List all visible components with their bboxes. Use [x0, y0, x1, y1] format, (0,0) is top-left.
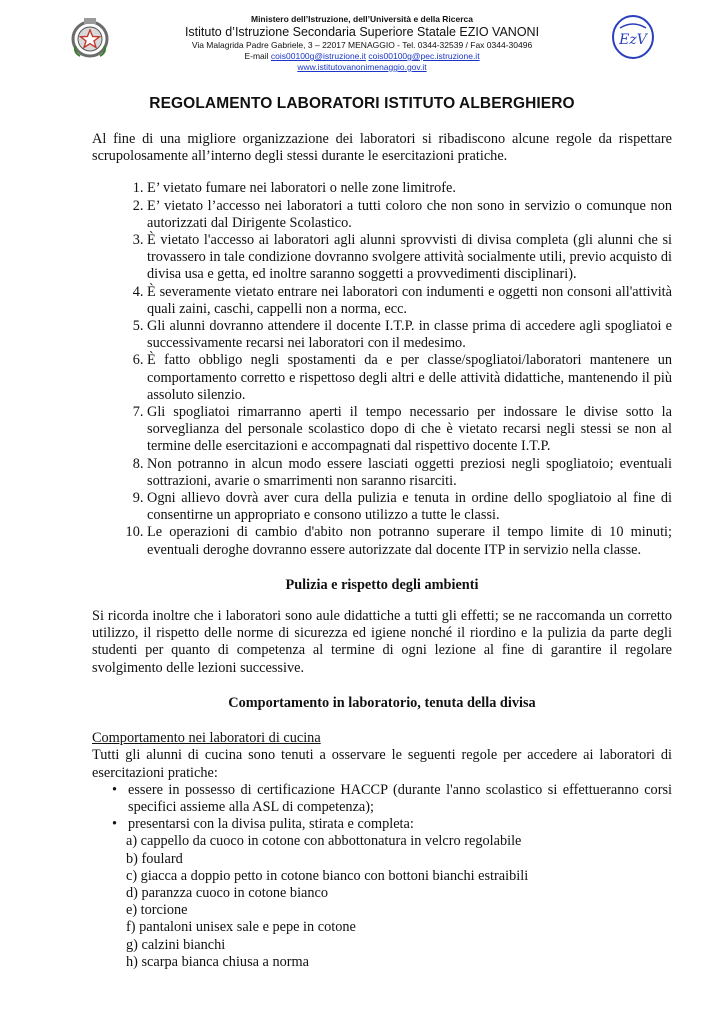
school-name: Istituto d’Istruzione Secondaria Superiore Statale EZIO VANONI — [184, 25, 540, 39]
document-body — [92, 131, 672, 971]
rule-item: 5. Gli alunni dovranno attendere il docente I.T.P. in classe prima di accedere agli spogliatoi e successivamente recarsi nei laboratori con il medesimo. — [147, 318, 672, 352]
section-heading-behaviour: Comportamento in laboratorio, tenuta della divisa — [228, 694, 536, 711]
rule-item: 9. Ogni allievo dovrà aver cura della pulizia e tenuta in ordine dello spogliatoio al fine di consentirne un appropriato e consono utilizzo a tutte le classi. — [147, 490, 672, 524]
website-link[interactable]: www.istitutovanonimenaggio.gov.it — [297, 62, 427, 72]
uniform-item: a) cappello da cuoco in cotone con abbottonatura in velcro regolabile — [126, 833, 522, 850]
rule-item: 4. È severamente vietato entrare nei laboratori con indumenti e oggetti non consoni all'attività quali zaini, caschi, cappelli non a norma, ecc. — [147, 284, 672, 318]
requirement-text: essere in possesso di certificazione HACCP (durante l'anno scolastico si effettueranno corsi specifici assieme alla ASL di competenza); — [128, 781, 672, 815]
email-link[interactable]: cois00100g@istruzione.it — [270, 51, 367, 61]
email-prefix: E-mail — [244, 51, 269, 61]
uniform-list — [126, 833, 672, 971]
uniform-item: h) scarpa bianca chiusa a norma — [126, 953, 309, 970]
rule-item: 2. E’ vietato l’accesso nei laboratori a tutti coloro che non sono in servizio o comunque non autorizzati dal Dirigente Scolastico. — [147, 198, 672, 232]
school-logo-icon — [610, 14, 656, 60]
website-line — [130, 62, 594, 73]
rule-item: 8. Non potranno in alcun modo essere lasciati oggetti preziosi negli spogliatoio; eventuali sottrazioni, avarie o smarrimenti non saranno risarciti. — [147, 456, 672, 490]
requirement-item — [112, 781, 672, 816]
kitchen-intro-paragraph: Tutti gli alunni di cucina sono tenuti a osservare le seguenti regole per accedere ai laboratori di esercitazioni pratiche: — [92, 747, 672, 781]
rule-item: 10. Le operazioni di cambio d'abito non potranno superare il tempo limite di 10 minuti; eventuali deroghe dovranno essere autorizzate dal docente ITP in servizio nella classe. — [147, 524, 672, 558]
rule-item: 3. È vietato l'accesso ai laboratori agli alunni sprovvisti di divisa completa (gli alunni che si trovassero in tale condizione dovranno svolgere attività socialmente utili, previo acquisto di divisa usa e getta, ed inoltre saranno soggetti a provvedimenti disciplinari). — [147, 232, 672, 284]
intro-paragraph: Al fine di una migliore organizzazione dei laboratori si ribadiscono alcune regole da rispettare scrupolosamente all’interno degli stessi durante le esercitazioni pratiche. — [92, 131, 672, 165]
uniform-item: g) calzini bianchi — [126, 936, 226, 953]
rules-list — [92, 180, 672, 558]
school-logo-text: EzV — [619, 32, 647, 48]
rule-item: 6. È fatto obbligo negli spostamenti da e per classe/spogliatoi/laboratori mantenere un comportamento corretto e rispettoso degli altri e delle attività didattiche, mantenendo il più assoluto silenzio. — [147, 352, 672, 404]
bullet-icon: • — [112, 816, 118, 833]
cleaning-paragraph: Si ricorda inoltre che i laboratori sono aule didattiche a tutti gli effetti; se ne raccomanda un corretto utilizzo, il rispetto delle norme di sicurezza ed igiene nonché il riordino e la pulizia da parte degli studenti per quanto di competenza al termine di ogni lezione al fine di garantire il regolare svolgimento delle lezioni successive. — [92, 608, 672, 676]
rule-item: 7. Gli spogliatoi rimarranno aperti il tempo necessario per indossare le divise sotto la sorveglianza del personale scolastico dopo di che è vietato recarsi negli stessi se non al termine delle esercitazioni e accompagnati dal rispettivo docente I.T.P. — [147, 404, 672, 456]
bullet-icon: • — [112, 781, 118, 798]
ministry-name: Ministero dell’Istruzione, dell’Università e della Ricerca — [250, 14, 474, 24]
email-line — [130, 51, 594, 62]
uniform-item: f) pantaloni unisex sale e pepe in cotone — [126, 919, 356, 936]
requirement-text: presentarsi con la divisa pulita, stirata e completa: — [128, 816, 414, 833]
letterhead — [60, 14, 664, 84]
uniform-item: d) paranzza cuoco in cotone bianco — [126, 884, 329, 901]
requirements-list — [92, 782, 672, 834]
kitchen-subheading: Comportamento nei laboratori di cucina — [92, 730, 321, 747]
requirement-item — [112, 816, 672, 833]
rule-item: 1. E’ vietato fumare nei laboratori o nelle zone limitrofe. — [147, 180, 672, 197]
letterhead-text — [130, 14, 594, 73]
uniform-item: c) giacca a doppio petto in cotone bianco con bottoni bianchi estraibili — [126, 867, 529, 884]
italian-republic-emblem-icon — [68, 16, 112, 60]
pec-email-link[interactable]: cois00100g@pec.istruzione.it — [368, 51, 480, 61]
page-title: REGOLAMENTO LABORATORI ISTITUTO ALBERGHIERO — [149, 95, 575, 112]
section-heading-cleaning: Pulizia e rispetto degli ambienti — [285, 576, 479, 593]
uniform-item: e) torcione — [126, 902, 188, 919]
uniform-item: b) foulard — [126, 850, 183, 867]
school-address: Via Malagrida Padre Gabriele, 3 – 22017 MENAGGIO - Tel. 0344-32539 / Fax 0344-30496 — [191, 40, 533, 50]
